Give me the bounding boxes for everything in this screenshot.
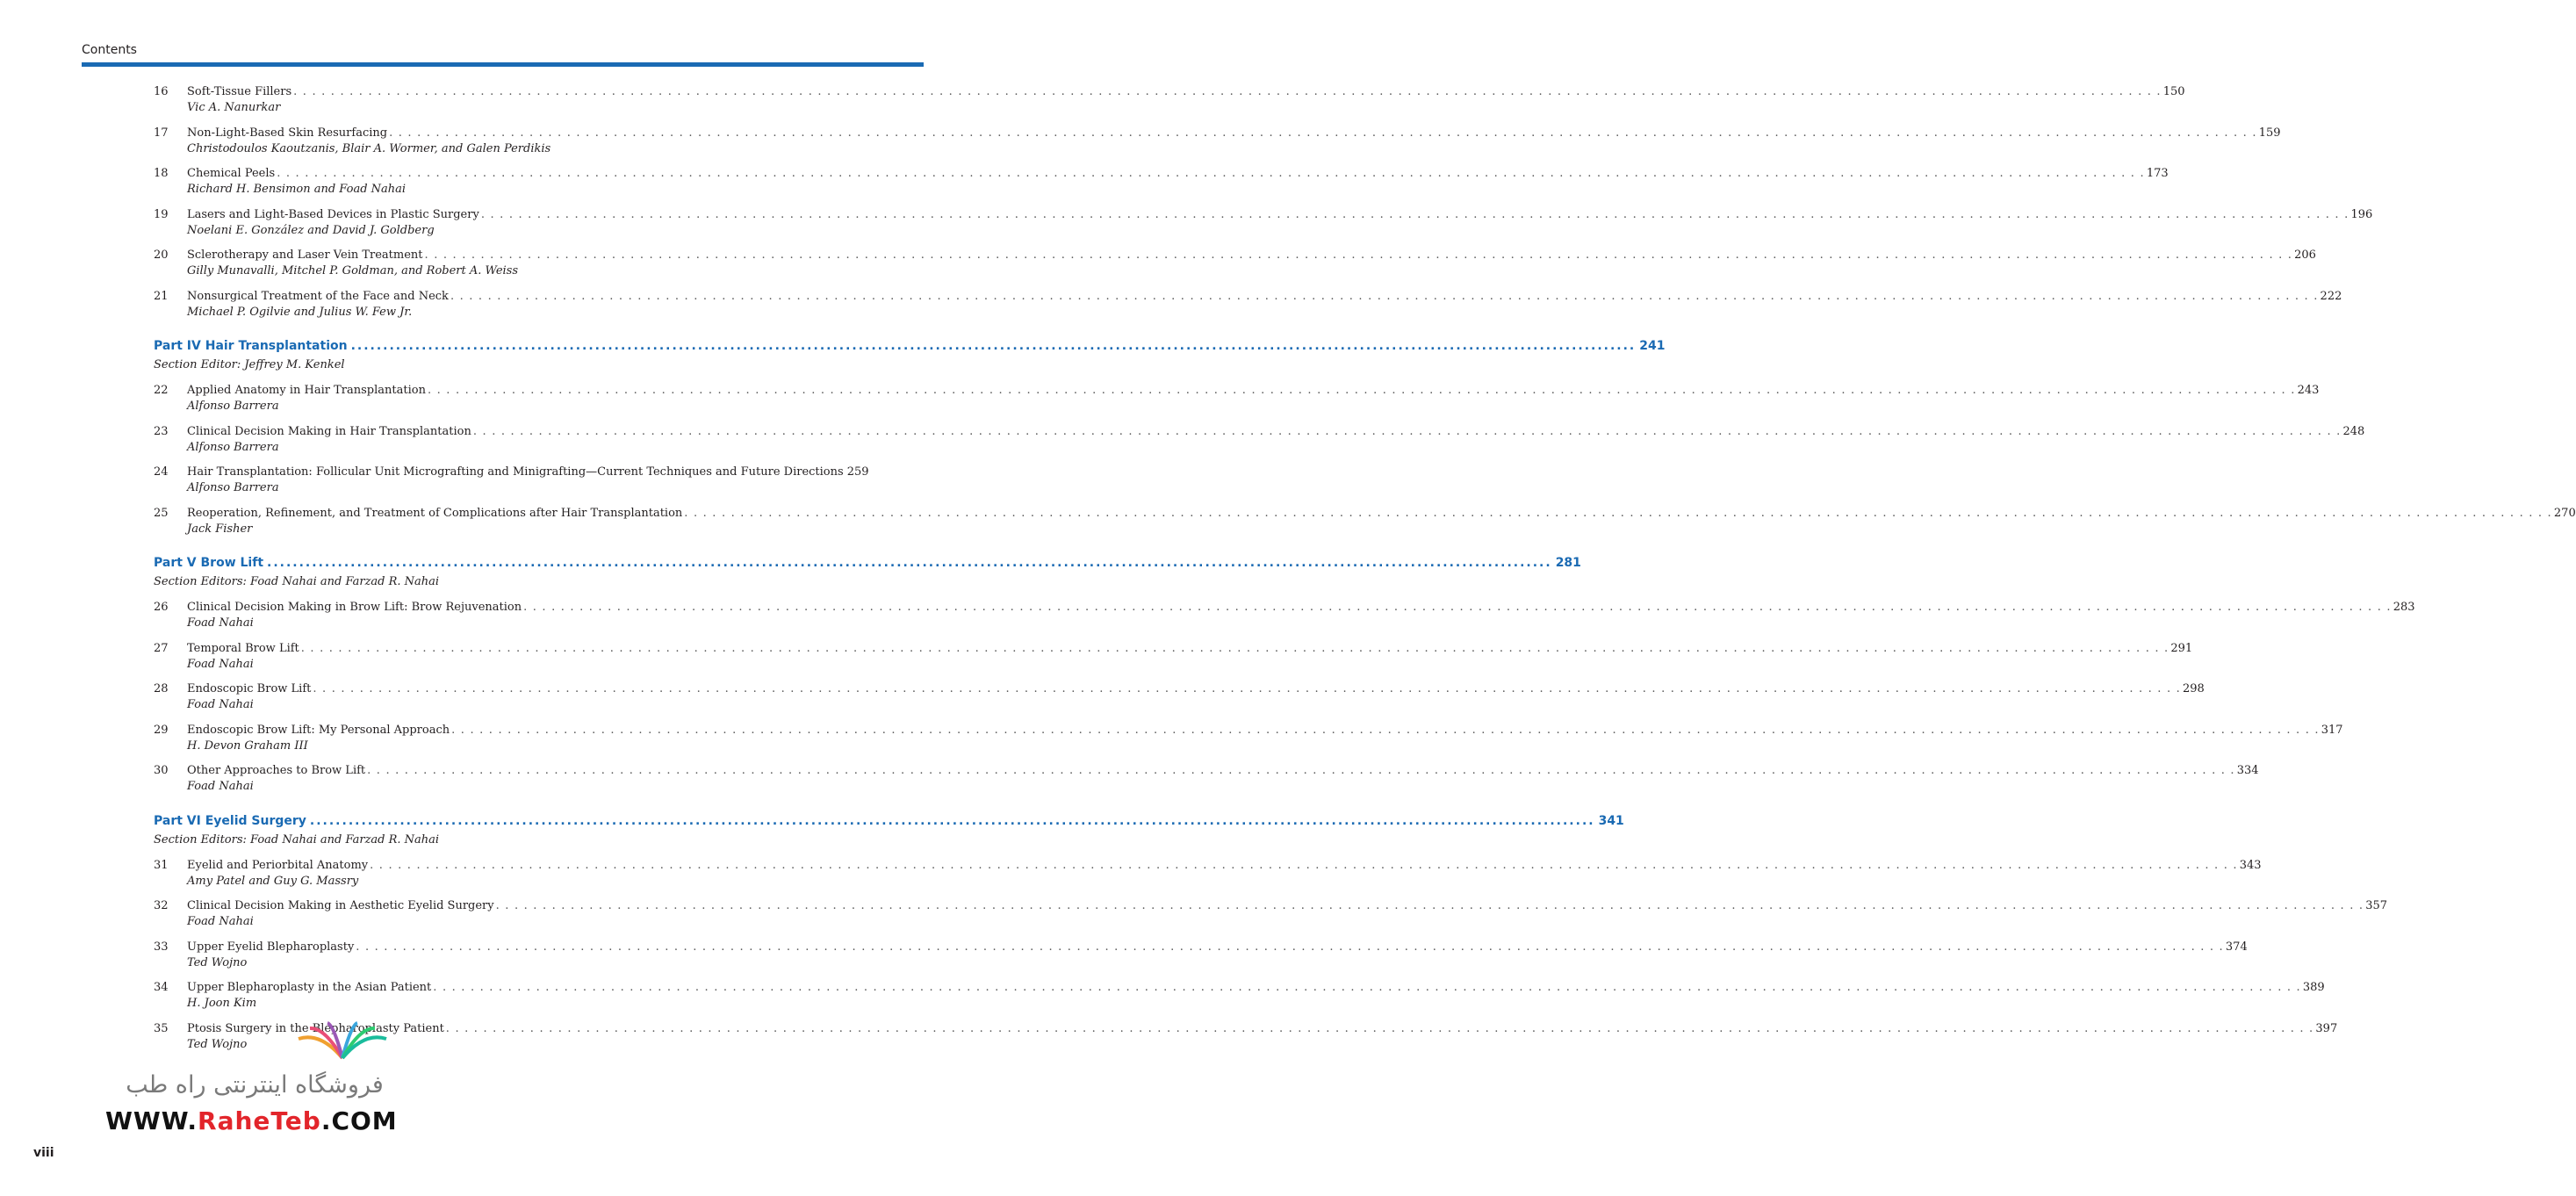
toc-chapter-entry[interactable]	[154, 897, 2388, 915]
header-rule	[82, 62, 924, 67]
chapter-number: 29	[154, 723, 169, 737]
chapter-number: 20	[154, 249, 169, 262]
chapter-title: Soft-Tissue Fillers	[187, 85, 292, 98]
chapter-authors: Foad Nahai	[187, 657, 254, 671]
dot-leader: ........................................................................................................................................................................................................	[309, 813, 1595, 828]
chapter-title: Ptosis Surgery in the Blepharoplasty Patient	[187, 1021, 444, 1035]
chapter-page-number: 243	[2297, 384, 2320, 397]
dot-leader: . . . . . . . . . . . . . . . . . . . . . . . . . . . . . . . . . . . . . . . . . . . . . . . . . . . . . . . . . . . . . . . . . . . . . . . . . . . . . . . . . . . . . . . . . . . . . . . . . . . . . . . . . . . . . . . . . . . . . . . . . . . . . . . . . . . . . . . . . . . . . . . . . . . . . . . . . . . . . . . . . . . . . . . . . . . . . . . . . . . . . . . . . . . . . . . . . . . . . . . .	[293, 85, 2162, 98]
chapter-authors: H. Devon Graham III	[187, 738, 308, 753]
chapter-page-number: 291	[2170, 641, 2193, 655]
chapter-number: 26	[154, 601, 169, 614]
chapter-title: Other Approaches to Brow Lift	[187, 764, 366, 777]
chapter-title: Applied Anatomy in Hair Transplantation	[187, 384, 426, 397]
chapter-authors: Christodoulos Kaoutzanis, Blair A. Wormer, and Galen Perdikis	[187, 141, 551, 155]
toc-chapter-entry[interactable]	[154, 857, 2262, 875]
toc-chapter-entry[interactable]	[154, 979, 2325, 997]
chapter-page-number: 298	[2182, 682, 2205, 695]
chapter-number: 34	[154, 981, 169, 994]
chapter-number: 18	[154, 167, 169, 180]
chapter-authors: Alfonso Barrera	[187, 481, 279, 494]
toc-chapter-entry[interactable]	[154, 640, 2193, 658]
chapter-title: Endoscopic Brow Lift	[187, 682, 312, 695]
toc-part-heading[interactable]	[154, 339, 1666, 357]
dot-leader: . . . . . . . . . . . . . . . . . . . . . . . . . . . . . . . . . . . . . . . . . . . . . . . . . . . . . . . . . . . . . . . . . . . . . . . . . . . . . . . . . . . . . . . . . . . . . . . . . . . . . . . . . . . . . . . . . . . . . . . . . . . . . . . . . . . . . . . . . . . . . . . . . . . . . . . . . . . . . . . . . . . . . . . . . . . . . . . . . . . . . . . . . . . . . . . . . . . . . . . .	[300, 641, 2169, 655]
part-page-number: 281	[1555, 556, 1581, 570]
chapter-page-number: 389	[2302, 981, 2325, 994]
dot-leader: . . . . . . . . . . . . . . . . . . . . . . . . . . . . . . . . . . . . . . . . . . . . . . . . . . . . . . . . . . . . . . . . . . . . . . . . . . . . . . . . . . . . . . . . . . . . . . . . . . . . . . . . . . . . . . . . . . . . . . . . . . . . . . . . . . . . . . . . . . . . . . . . . . . . . . . . . . . . . . . . . . . . . . . . . . . . . . . . . . . . . . . . . . . . . . . . . . . . . . . .	[367, 764, 2235, 777]
watermark-url	[105, 1106, 398, 1135]
chapter-page-number: 374	[2225, 940, 2248, 954]
toc-part-heading[interactable]	[154, 813, 1624, 832]
dot-leader: . . . . . . . . . . . . . . . . . . . . . . . . . . . . . . . . . . . . . . . . . . . . . . . . . . . . . . . . . . . . . . . . . . . . . . . . . . . . . . . . . . . . . . . . . . . . . . . . . . . . . . . . . . . . . . . . . . . . . . . . . . . . . . . . . . . . . . . . . . . . . . . . . . . . . . . . . . . . . . . . . . . . . . . . . . . . . . . . . . . . . . . . . . . . . . . . . . . . . . . .	[370, 858, 2238, 872]
toc-chapter-entry[interactable]	[154, 722, 2343, 739]
chapter-number: 31	[154, 858, 169, 872]
chapter-authors: Alfonso Barrera	[187, 400, 279, 413]
dot-leader: . . . . . . . . . . . . . . . . . . . . . . . . . . . . . . . . . . . . . . . . . . . . . . . . . . . . . . . . . . . . . . . . . . . . . . . . . . . . . . . . . . . . . . . . . . . . . . . . . . . . . . . . . . . . . . . . . . . . . . . . . . . . . . . . . . . . . . . . . . . . . . . . . . . . . . . . . . . . . . . . . . . . . . . . . . . . . . . . . . . . . . . . . . . . . . . . . . . . . . . .	[450, 289, 2319, 303]
toc-chapter-entry[interactable]	[154, 681, 2205, 698]
chapter-number: 17	[154, 126, 169, 140]
chapter-title: Nonsurgical Treatment of the Face and Neck	[187, 289, 449, 303]
toc-chapter-entry[interactable]	[154, 762, 2259, 780]
toc-chapter-entry[interactable]	[154, 599, 2415, 616]
dot-leader: . . . . . . . . . . . . . . . . . . . . . . . . . . . . . . . . . . . . . . . . . . . . . . . . . . . . . . . . . . . . . . . . . . . . . . . . . . . . . . . . . . . . . . . . . . . . . . . . . . . . . . . . . . . . . . . . . . . . . . . . . . . . . . . . . . . . . . . . . . . . . . . . . . . . . . . . . . . . . . . . . . . . . . . . . . . . . . . . . . . . . . . . . . . . . . . . . . . . . . . .	[427, 384, 2296, 397]
chapter-page-number: 343	[2239, 858, 2262, 872]
dot-leader: . . . . . . . . . . . . . . . . . . . . . . . . . . . . . . . . . . . . . . . . . . . . . . . . . . . . . . . . . . . . . . . . . . . . . . . . . . . . . . . . . . . . . . . . . . . . . . . . . . . . . . . . . . . . . . . . . . . . . . . . . . . . . . . . . . . . . . . . . . . . . . . . . . . . . . . . . . . . . . . . . . . . . . . . . . . . . . . . . . . . . . . . . . . . . . . . . . . . . . . .	[424, 249, 2293, 262]
chapter-number: 19	[154, 207, 169, 221]
chapter-authors: Noelani E. González and David J. Goldberg	[187, 223, 435, 237]
chapter-number: 33	[154, 940, 169, 954]
part-title: Part IV Hair Transplantation	[154, 339, 348, 353]
part-title: Part V Brow Lift	[154, 556, 264, 570]
dot-leader: . . . . . . . . . . . . . . . . . . . . . . . . . . . . . . . . . . . . . . . . . . . . . . . . . . . . . . . . . . . . . . . . . . . . . . . . . . . . . . . . . . . . . . . . . . . . . . . . . . . . . . . . . . . . . . . . . . . . . . . . . . . . . . . . . . . . . . . . . . . . . . . . . . . . . . . . . . . . . . . . . . . . . . . . . . . . . . . . . . . . . . . . . . . . . . . . . . . . . . . .	[451, 723, 2320, 737]
chapter-page-number: 222	[2320, 289, 2342, 303]
dot-leader: ........................................................................................................................................................................................................	[267, 556, 1552, 570]
running-head: Contents	[82, 43, 137, 57]
chapter-authors: Alfonso Barrera	[187, 440, 279, 454]
toc-chapter-entry[interactable]	[154, 206, 2373, 224]
chapter-page-number: 196	[2350, 207, 2373, 221]
dot-leader: . . . . . . . . . . . . . . . . . . . . . . . . . . . . . . . . . . . . . . . . . . . . . . . . . . . . . . . . . . . . . . . . . . . . . . . . . . . . . . . . . . . . . . . . . . . . . . . . . . . . . . . . . . . . . . . . . . . . . . . . . . . . . . . . . . . . . . . . . . . . . . . . . . . . . . . . . . . . . . . . . . . . . . . . . . . . . . . . . . . . . . . . . . . . . . . . . . . . . . . .	[313, 682, 2181, 695]
chapter-title: Lasers and Light-Based Devices in Plastic Surgery	[187, 207, 479, 221]
chapter-title: Clinical Decision Making in Brow Lift: Brow Rejuvenation	[187, 601, 522, 614]
dot-leader: . . . . . . . . . . . . . . . . . . . . . . . . . . . . . . . . . . . . . . . . . . . . . . . . . . . . . . . . . . . . . . . . . . . . . . . . . . . . . . . . . . . . . . . . . . . . . . . . . . . . . . . . . . . . . . . . . . . . . . . . . . . . . . . . . . . . . . . . . . . . . . . . . . . . . . . . . . . . . . . . . . . . . . . . . . . . . . . . . . . . . . . . . . . . . . . . . . . . . . . .	[277, 167, 2145, 180]
chapter-page-number: 270	[2553, 506, 2576, 520]
dot-leader: . . . . . . . . . . . . . . . . . . . . . . . . . . . . . . . . . . . . . . . . . . . . . . . . . . . . . . . . . . . . . . . . . . . . . . . . . . . . . . . . . . . . . . . . . . . . . . . . . . . . . . . . . . . . . . . . . . . . . . . . . . . . . . . . . . . . . . . . . . . . . . . . . . . . . . . . . . . . . . . . . . . . . . . . . . . . . . . . . . . . . . . . . . . . . . . . . . . . . . . .	[445, 1021, 2314, 1035]
watermark-persian-text: فروشگاه اینترنتی راه طب	[126, 1071, 384, 1099]
dot-leader: . . . . . . . . . . . . . . . . . . . . . . . . . . . . . . . . . . . . . . . . . . . . . . . . . . . . . . . . . . . . . . . . . . . . . . . . . . . . . . . . . . . . . . . . . . . . . . . . . . . . . . . . . . . . . . . . . . . . . . . . . . . . . . . . . . . . . . . . . . . . . . . . . . . . . . . . . . . . . . . . . . . . . . . . . . . . . . . . . . . . . . . . . . . . . . . . . . . . . . . .	[472, 424, 2342, 438]
chapter-page-number: 248	[2342, 424, 2365, 438]
chapter-title: Sclerotherapy and Laser Vein Treatment	[187, 249, 423, 262]
chapter-page-number: 150	[2162, 85, 2185, 98]
dot-leader: . . . . . . . . . . . . . . . . . . . . . . . . . . . . . . . . . . . . . . . . . . . . . . . . . . . . . . . . . . . . . . . . . . . . . . . . . . . . . . . . . . . . . . . . . . . . . . . . . . . . . . . . . . . . . . . . . . . . . . . . . . . . . . . . . . . . . . . . . . . . . . . . . . . . . . . . . . . . . . . . . . . . . . . . . . . . . . . . . . . . . . . . . . . . . . . . . . . . . . . .	[523, 601, 2392, 614]
toc-chapter-entry[interactable]	[154, 423, 2365, 441]
chapter-title: Non-Light-Based Skin Resurfacing	[187, 126, 388, 140]
chapter-page-number: 334	[2236, 764, 2259, 777]
toc-chapter-entry[interactable]	[154, 83, 2185, 101]
chapter-authors: Foad Nahai	[187, 698, 254, 711]
part-title: Part VI Eyelid Surgery	[154, 813, 306, 828]
chapter-number: 24	[154, 465, 169, 479]
chapter-authors: Foad Nahai	[187, 616, 254, 630]
book-fan-logo-icon	[294, 1023, 391, 1063]
dot-leader: . . . . . . . . . . . . . . . . . . . . . . . . . . . . . . . . . . . . . . . . . . . . . . . . . . . . . . . . . . . . . . . . . . . . . . . . . . . . . . . . . . . . . . . . . . . . . . . . . . . . . . . . . . . . . . . . . . . . . . . . . . . . . . . . . . . . . . . . . . . . . . . . . . . . . . . . . . . . . . . . . . . . . . . . . . . . . . . . . . . . . . . . . . . . . . . . . . . . . . . .	[684, 506, 2552, 520]
chapter-number: 32	[154, 899, 169, 912]
section-editor: Section Editor: Jeffrey M. Kenkel	[154, 358, 345, 371]
chapter-authors: Michael P. Ogilvie and Julius W. Few Jr.	[187, 305, 413, 319]
toc-chapter-entry[interactable]	[154, 247, 2316, 264]
toc-chapter-entry[interactable]	[154, 939, 2248, 956]
chapter-authors: Ted Wojno	[187, 1037, 248, 1051]
toc-chapter-entry[interactable]	[154, 464, 869, 481]
chapter-authors: Richard H. Bensimon and Foad Nahai	[187, 183, 407, 196]
watermark	[97, 1023, 404, 1142]
chapter-page-number: 173	[2146, 167, 2169, 180]
chapter-page-number: 317	[2321, 723, 2343, 737]
toc-chapter-entry[interactable]	[154, 125, 2281, 142]
chapter-title: Upper Eyelid Blepharoplasty	[187, 940, 355, 954]
chapter-number: 35	[154, 1021, 169, 1035]
dot-leader: ........................................................................................................................................................................................................	[350, 339, 1637, 353]
chapter-number: 23	[154, 424, 169, 438]
chapter-authors: Vic A. Nanurkar	[187, 101, 281, 114]
chapter-number: 27	[154, 641, 169, 655]
chapter-authors: Gilly Munavalli, Mitchel P. Goldman, and Robert A. Weiss	[187, 264, 519, 277]
dot-leader: . . . . . . . . . . . . . . . . . . . . . . . . . . . . . . . . . . . . . . . . . . . . . . . . . . . . . . . . . . . . . . . . . . . . . . . . . . . . . . . . . . . . . . . . . . . . . . . . . . . . . . . . . . . . . . . . . . . . . . . . . . . . . . . . . . . . . . . . . . . . . . . . . . . . . . . . . . . . . . . . . . . . . . . . . . . . . . . . . . . . . . . . . . . . . . . . . . . . . . . .	[356, 940, 2224, 954]
chapter-page-number: 397	[2315, 1021, 2338, 1035]
chapter-page-number: 283	[2393, 601, 2415, 614]
chapter-number: 28	[154, 682, 169, 695]
chapter-page-number: 259	[846, 465, 869, 479]
chapter-number: 16	[154, 85, 169, 98]
part-page-number: 341	[1598, 813, 1624, 828]
chapter-page-number: 206	[2294, 249, 2316, 262]
chapter-authors: Foad Nahai	[187, 780, 254, 793]
chapter-number: 22	[154, 384, 169, 397]
watermark-url-brand: RaheTeb	[198, 1106, 321, 1135]
chapter-page-number: 159	[2258, 126, 2281, 140]
chapter-authors: Jack Fisher	[187, 522, 253, 536]
page-folio: viii	[33, 1146, 54, 1160]
chapter-title: Upper Blepharoplasty in the Asian Patient	[187, 981, 432, 994]
chapter-number: 21	[154, 289, 169, 303]
chapter-title: Chemical Peels	[187, 167, 276, 180]
dot-leader: . . . . . . . . . . . . . . . . . . . . . . . . . . . . . . . . . . . . . . . . . . . . . . . . . . . . . . . . . . . . . . . . . . . . . . . . . . . . . . . . . . . . . . . . . . . . . . . . . . . . . . . . . . . . . . . . . . . . . . . . . . . . . . . . . . . . . . . . . . . . . . . . . . . . . . . . . . . . . . . . . . . . . . . . . . . . . . . . . . . . . . . . . . . . . . . . . . . . . . . .	[389, 126, 2257, 140]
chapter-authors: Foad Nahai	[187, 915, 254, 928]
chapter-title: Clinical Decision Making in Hair Transplantation	[187, 424, 471, 438]
watermark-url-prefix: WWW.	[105, 1106, 198, 1135]
section-editor: Section Editors: Foad Nahai and Farzad R. Nahai	[154, 575, 440, 588]
part-page-number: 241	[1639, 339, 1666, 353]
chapter-authors: H. Joon Kim	[187, 997, 257, 1010]
section-editor: Section Editors: Foad Nahai and Farzad R. Nahai	[154, 832, 440, 847]
watermark-url-suffix: .COM	[320, 1106, 398, 1135]
chapter-authors: Ted Wojno	[187, 955, 248, 969]
toc-part-heading[interactable]	[154, 556, 1581, 573]
chapter-page-number: 357	[2365, 899, 2388, 912]
toc-chapter-entry[interactable]	[154, 382, 2320, 400]
dot-leader: . . . . . . . . . . . . . . . . . . . . . . . . . . . . . . . . . . . . . . . . . . . . . . . . . . . . . . . . . . . . . . . . . . . . . . . . . . . . . . . . . . . . . . . . . . . . . . . . . . . . . . . . . . . . . . . . . . . . . . . . . . . . . . . . . . . . . . . . . . . . . . . . . . . . . . . . . . . . . . . . . . . . . . . . . . . . . . . . . . . . . . . . . . . . . . . . . . . . . . . .	[480, 207, 2349, 221]
dot-leader: . . . . . . . . . . . . . . . . . . . . . . . . . . . . . . . . . . . . . . . . . . . . . . . . . . . . . . . . . . . . . . . . . . . . . . . . . . . . . . . . . . . . . . . . . . . . . . . . . . . . . . . . . . . . . . . . . . . . . . . . . . . . . . . . . . . . . . . . . . . . . . . . . . . . . . . . . . . . . . . . . . . . . . . . . . . . . . . . . . . . . . . . . . . . . . . . . . . . . . . .	[495, 899, 2364, 912]
chapter-title: Hair Transplantation: Follicular Unit Micrografting and Minigrafting—Current Techniques and Future Directions	[187, 465, 844, 479]
chapter-number: 30	[154, 764, 169, 777]
chapter-title: Endoscopic Brow Lift: My Personal Approach	[187, 723, 450, 737]
chapter-title: Clinical Decision Making in Aesthetic Eyelid Surgery	[187, 899, 494, 912]
chapter-number: 25	[154, 506, 169, 520]
chapter-authors: Amy Patel and Guy G. Massry	[187, 874, 359, 888]
chapter-title: Reoperation, Refinement, and Treatment of Complications after Hair Transplantation	[187, 506, 683, 520]
dot-leader: . . . . . . . . . . . . . . . . . . . . . . . . . . . . . . . . . . . . . . . . . . . . . . . . . . . . . . . . . . . . . . . . . . . . . . . . . . . . . . . . . . . . . . . . . . . . . . . . . . . . . . . . . . . . . . . . . . . . . . . . . . . . . . . . . . . . . . . . . . . . . . . . . . . . . . . . . . . . . . . . . . . . . . . . . . . . . . . . . . . . . . . . . . . . . . . . . . . . . . . .	[433, 981, 2301, 994]
toc-chapter-entry[interactable]	[154, 288, 2342, 306]
toc-chapter-entry[interactable]	[154, 505, 2576, 522]
toc-chapter-entry[interactable]	[154, 165, 2169, 183]
chapter-title: Eyelid and Periorbital Anatomy	[187, 858, 369, 872]
chapter-title: Temporal Brow Lift	[187, 641, 299, 655]
